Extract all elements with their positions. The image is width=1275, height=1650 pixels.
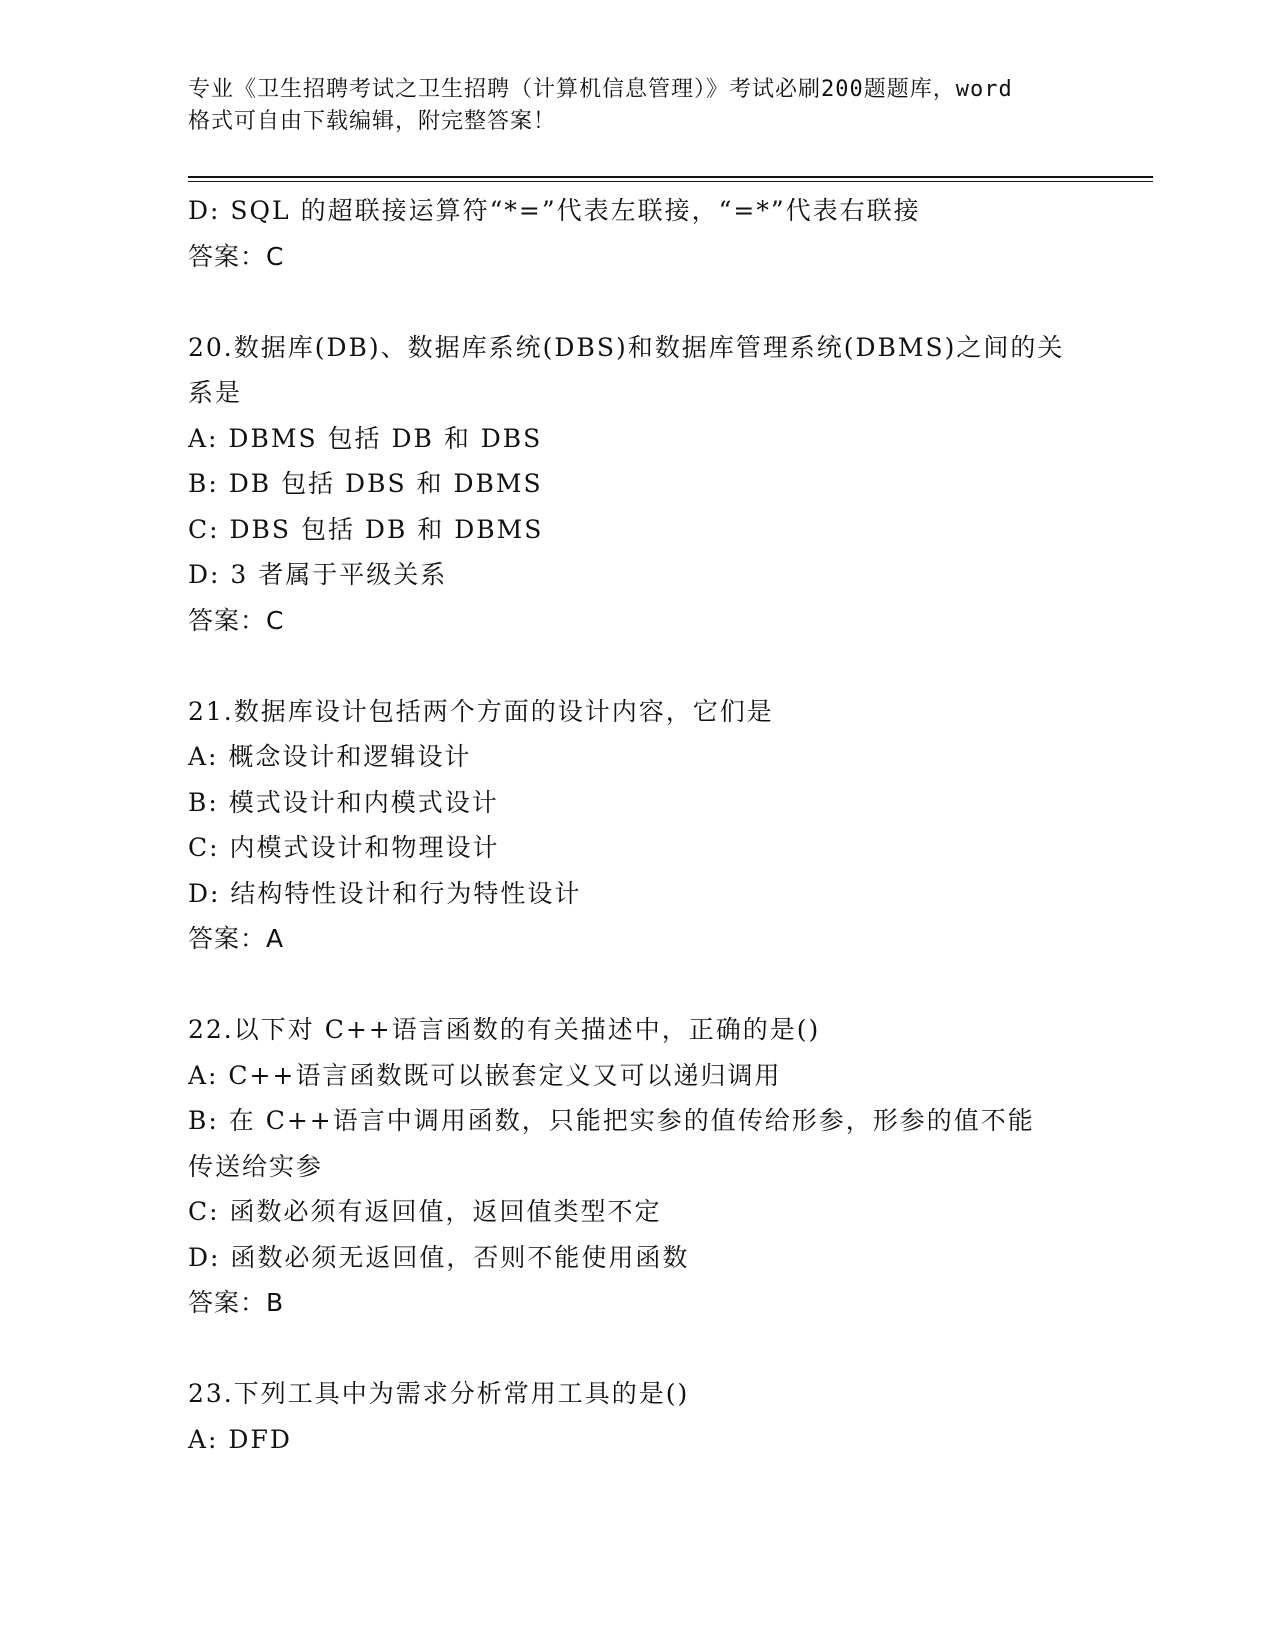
option-b: B: 在 C++语言中调用函数，只能把实参的值传给形参，形参的值不能 <box>188 1106 1035 1135</box>
question-23 <box>188 1371 1088 1462</box>
option-d: D: 3 者属于平级关系 <box>188 560 448 589</box>
question-21 <box>188 689 1088 962</box>
answer-line: 答案：C <box>188 605 285 635</box>
option-a: A: C++语言函数既可以嵌套定义又可以递归调用 <box>188 1060 782 1090</box>
question-stem: 21.数据库设计包括两个方面的设计内容，它们是 <box>188 696 774 726</box>
header-title-line-1: 专业《卫生招聘考试之卫生招聘（计算机信息管理）》考试必刷200题题库，word <box>188 77 1013 102</box>
option-d: D: 函数必须无返回值，否则不能使用函数 <box>188 1242 690 1272</box>
option-d: D: SQL 的超联接运算符“*=”代表左联接，“=*”代表右联接 <box>188 196 921 225</box>
spacer <box>188 1326 1088 1372</box>
spacer <box>188 279 1088 325</box>
option-b: B: DB 包括 DBS 和 DBMS <box>188 469 543 498</box>
answer-line: 答案：B <box>188 1288 285 1317</box>
answer-line: 答案：C <box>188 241 285 271</box>
question-stem: 20.数据库(DB)、数据库系统(DBS)和数据库管理系统(DBMS)之间的关 <box>188 332 1065 362</box>
answer-line: 答案：A <box>188 924 285 953</box>
question-20 <box>188 325 1088 644</box>
question-stem: 23.下列工具中为需求分析常用工具的是() <box>188 1379 690 1408</box>
option-c: C: 内模式设计和物理设计 <box>188 833 500 862</box>
option-c: C: DBS 包括 DB 和 DBMS <box>188 514 544 544</box>
header-divider-thin <box>188 181 1153 182</box>
option-a: A: DFD <box>188 1424 292 1454</box>
previous-question-tail <box>188 188 1088 279</box>
header-divider-thick <box>188 176 1153 178</box>
page-header <box>188 74 1088 138</box>
question-22 <box>188 1007 1088 1326</box>
option-a: A: DBMS 包括 DB 和 DBS <box>188 423 543 453</box>
header-title-line-2: 格式可自由下载编辑，附完整答案！ <box>188 109 557 134</box>
question-stem: 22.以下对 C++语言函数的有关描述中，正确的是() <box>188 1015 821 1044</box>
option-b-continued: 传送给实参 <box>188 1151 324 1181</box>
option-d: D: 结构特性设计和行为特性设计 <box>188 878 582 908</box>
option-a: A: 概念设计和逻辑设计 <box>188 742 472 771</box>
option-c: C: 函数必须有返回值，返回值类型不定 <box>188 1197 662 1226</box>
spacer <box>188 643 1088 689</box>
question-content <box>188 188 1088 1462</box>
option-b: B: 模式设计和内模式设计 <box>188 787 499 817</box>
question-stem-continued: 系是 <box>188 378 243 407</box>
spacer <box>188 962 1088 1008</box>
